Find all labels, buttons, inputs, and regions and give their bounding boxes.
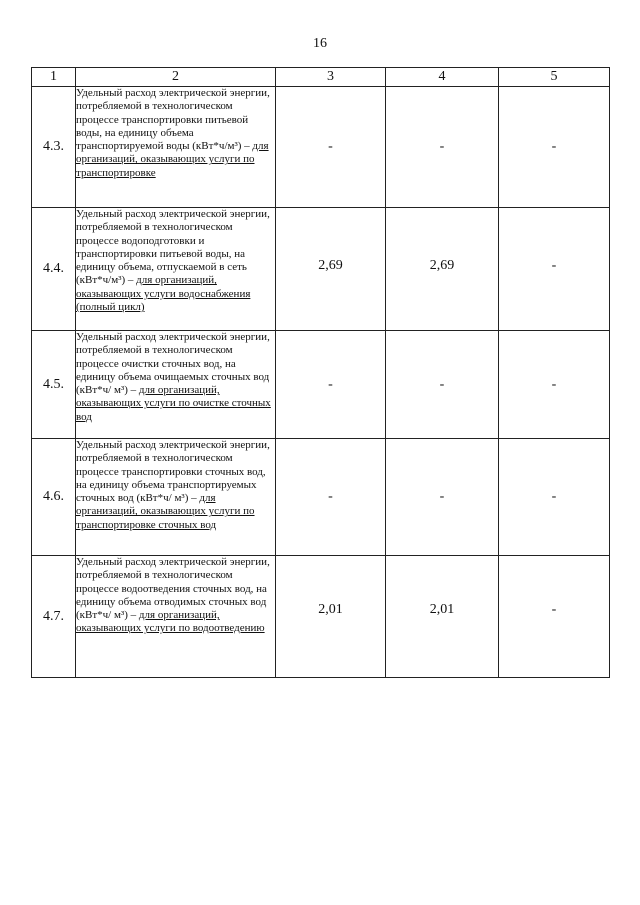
description-text: Удельный расход электрической энергии, потребляемой в технологическом процессе водоотведения сточных вод, на единицу объема отводимых сточных вод (кВт*ч/ м³) – — [76, 556, 270, 622]
cell-value: 2,01 — [318, 602, 343, 617]
description-text: Удельный расход электрической энергии, потребляемой в технологическом процессе водоподготовки и транспортировки питьевой воды, на единицу объема, отпускаемой в сеть (кВт*ч/м³) – — [76, 208, 270, 287]
cell-col5 — [499, 331, 610, 439]
row-description — [76, 439, 276, 556]
row-description — [76, 331, 276, 439]
column-header-2: 2 — [76, 68, 276, 87]
cell-value: 2,01 — [429, 602, 455, 617]
description-text: Удельный расход электрической энергии, потребляемой в технологическом процессе транспортировки сточных вод, на единицу объема транспортируемых сточных вод (кВт*ч/ м³) – — [76, 439, 270, 505]
row-number: 4.4. — [32, 208, 76, 331]
description-underlined: для организаций, оказывающих услуги водоснабжения (полный цикл) — [76, 274, 251, 314]
cell-value: - — [439, 139, 445, 154]
table-row — [32, 556, 610, 678]
description-text: Удельный расход электрической энергии, потребляемой в технологическом процессе транспортировки питьевой воды, на единицу объема транспортируемой воды (кВт*ч/м³) – — [76, 87, 270, 153]
description-underlined: для организаций, оказывающих услуги по транспортировке — [76, 140, 269, 179]
row-number: 4.5. — [32, 331, 76, 439]
cell-value: - — [328, 489, 333, 504]
cell-col5 — [499, 556, 610, 678]
table-row — [32, 331, 610, 439]
row-description — [76, 208, 276, 331]
cell-col3 — [276, 556, 386, 678]
cell-col4 — [386, 439, 499, 556]
column-header-1: 1 — [32, 68, 76, 87]
cell-col5 — [499, 87, 610, 208]
cell-value: 2,69 — [318, 258, 343, 273]
cell-col5 — [499, 439, 610, 556]
row-description — [76, 87, 276, 208]
row-number: 4.6. — [32, 439, 76, 556]
cell-col5 — [499, 208, 610, 331]
page-number: 16 — [313, 36, 327, 51]
indicators-table — [31, 67, 610, 678]
cell-value: - — [551, 139, 557, 154]
cell-value: - — [551, 602, 557, 617]
table-header-row — [32, 68, 610, 87]
cell-value: - — [328, 376, 333, 392]
row-description — [76, 556, 276, 678]
cell-value: - — [439, 489, 445, 504]
cell-value: - — [551, 258, 557, 273]
cell-col4 — [386, 87, 499, 208]
cell-value: 2,69 — [429, 258, 455, 273]
table-row — [32, 87, 610, 208]
column-header-3: 3 — [276, 68, 386, 87]
table-row — [32, 439, 610, 556]
column-header-4: 4 — [386, 68, 499, 87]
description-text: Удельный расход электрической энергии, потребляемой в технологическом процессе очистки сточных вод, на единицу объема очищаемых сточных вод (кВт*ч/ м³) – — [76, 331, 270, 397]
table-row — [32, 208, 610, 331]
cell-value: - — [439, 376, 445, 392]
column-header-5: 5 — [499, 68, 610, 87]
row-number: 4.7. — [32, 556, 76, 678]
cell-col3 — [276, 331, 386, 439]
cell-col3 — [276, 208, 386, 331]
cell-value: - — [551, 489, 557, 504]
cell-value: - — [551, 376, 557, 392]
cell-value: - — [328, 139, 333, 154]
cell-col3 — [276, 439, 386, 556]
description-underlined: для организаций, оказывающих услуги по очистке сточных вод — [76, 384, 271, 423]
description-underlined: для организаций, оказывающих услуги по водоотведению — [76, 609, 265, 635]
cell-col4 — [386, 331, 499, 439]
description-underlined: для организаций, оказывающих услуги по транспортировке сточных вод — [76, 492, 255, 531]
row-number: 4.3. — [32, 87, 76, 208]
cell-col4 — [386, 208, 499, 331]
cell-col4 — [386, 556, 499, 678]
cell-col3 — [276, 87, 386, 208]
